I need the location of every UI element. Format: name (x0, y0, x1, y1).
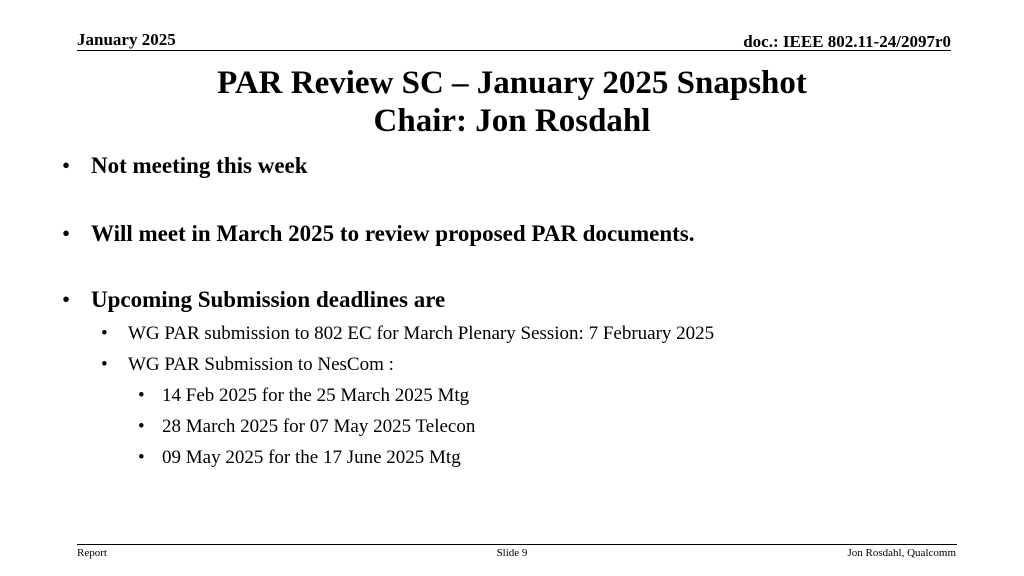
bullet-icon: • (101, 354, 108, 375)
bullet-icon: • (62, 287, 71, 312)
deadline-text: 14 Feb 2025 for the 25 March 2025 Mtg (162, 385, 470, 406)
sub-bullet-text: WG PAR submission to 802 EC for March Plenary Session: 7 February 2025 (128, 323, 715, 344)
footer-divider (77, 544, 957, 545)
deadline-text: 28 March 2025 for 07 May 2025 Telecon (162, 416, 476, 437)
header-divider (77, 50, 951, 51)
bullet-icon: • (138, 447, 145, 468)
bullet-icon: • (138, 416, 145, 437)
bullet-icon: • (138, 385, 145, 406)
sub-sub-bullet-item (138, 446, 461, 470)
sub-bullet-item (101, 322, 714, 346)
sub-sub-bullet-item (138, 415, 475, 439)
slide-title (0, 64, 1024, 140)
slide-number: Slide 9 (496, 547, 528, 559)
bullet-text: Will meet in March 2025 to review proposed PAR documents. (91, 221, 695, 246)
sub-sub-bullet-item (138, 384, 469, 408)
slide-title-line-1: PAR Review SC – January 2025 Snapshot (217, 65, 807, 101)
bullet-text: Not meeting this week (91, 153, 308, 178)
bullet-item (62, 220, 695, 248)
bullet-icon: • (62, 221, 71, 246)
slide-title-line-2: Chair: Jon Rosdahl (373, 103, 651, 139)
sub-bullet-item (101, 353, 394, 377)
bullet-item (62, 152, 308, 180)
header-date: January 2025 (77, 30, 176, 49)
bullet-item (62, 286, 445, 314)
header-doc-number: doc.: IEEE 802.11-24/2097r0 (743, 32, 951, 51)
bullet-icon: • (101, 323, 108, 344)
bullet-text: Upcoming Submission deadlines are (91, 287, 446, 312)
footer-author: Jon Rosdahl, Qualcomm (847, 547, 956, 559)
bullet-icon: • (62, 153, 71, 178)
sub-bullet-text: WG PAR Submission to NesCom : (128, 354, 394, 375)
footer-label: Report (77, 547, 107, 559)
deadline-text: 09 May 2025 for the 17 June 2025 Mtg (162, 447, 461, 468)
